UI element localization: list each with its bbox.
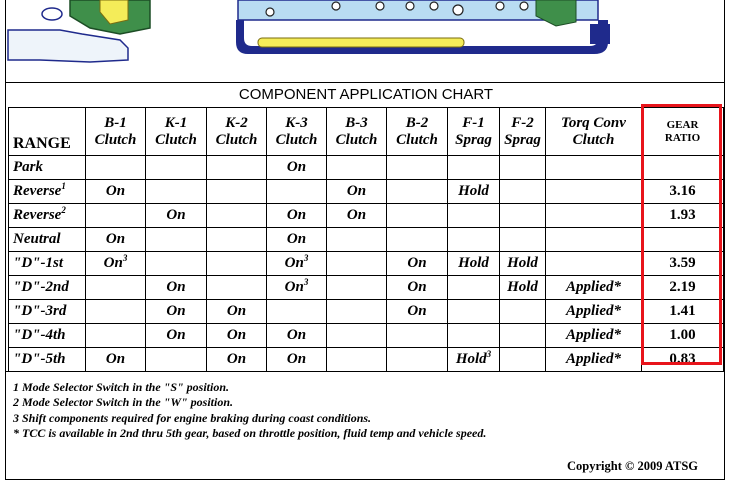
header-range: RANGE — [9, 108, 86, 156]
cell-f2 — [500, 204, 546, 228]
cell-b1: On — [86, 348, 146, 372]
cell-b2: On — [387, 276, 448, 300]
header-k3-clutch: K-3 Clutch — [267, 108, 327, 156]
cell-range: Neutral — [9, 228, 86, 252]
footnote-2: 2 Mode Selector Switch in the "W" position. — [13, 395, 234, 410]
cell-k2 — [207, 252, 267, 276]
cell-range: Reverse$^2$ — [9, 204, 86, 228]
cell-range: "D"-4th — [9, 324, 86, 348]
cell-f2 — [500, 156, 546, 180]
diagram-separator — [5, 82, 725, 83]
cell-b1: On$^3$ — [86, 252, 146, 276]
cell-range: Park — [9, 156, 86, 180]
copyright: Copyright © 2009 ATSG — [567, 459, 698, 473]
footnote-marker: 3 — [486, 349, 492, 359]
frame-left-border — [5, 0, 6, 480]
cell-b2: On — [387, 300, 448, 324]
header-torque-converter-clutch: Torq Conv Clutch — [546, 108, 642, 156]
chart-title: COMPONENT APPLICATION CHART — [238, 86, 494, 103]
cell-k3: On — [267, 324, 327, 348]
cell-range: "D"-1st — [9, 252, 86, 276]
cell-range: "D"-2nd — [9, 276, 86, 300]
footnote-marker: 1 — [61, 181, 66, 191]
cell-f2 — [500, 300, 546, 324]
cell-b2 — [387, 180, 448, 204]
diagram-gear-left — [42, 8, 62, 20]
cell-k3: On$^3$ — [267, 252, 327, 276]
cell-b3 — [327, 252, 387, 276]
header-k1-clutch: K-1 Clutch — [146, 108, 207, 156]
table-row — [9, 228, 724, 252]
cell-f2 — [500, 228, 546, 252]
diagram-valve-green — [536, 0, 576, 26]
cell-f1 — [448, 324, 500, 348]
cell-k3: On$^3$ — [267, 276, 327, 300]
table-row — [9, 156, 724, 180]
cell-tcc — [546, 204, 642, 228]
cell-k2: On — [207, 300, 267, 324]
cell-f1 — [448, 156, 500, 180]
header-b1-clutch: B-1 Clutch — [86, 108, 146, 156]
cell-k3 — [267, 300, 327, 324]
cell-k2 — [207, 156, 267, 180]
frame-bottom-border — [5, 479, 725, 480]
cell-tcc: Applied* — [546, 348, 642, 372]
cell-b2 — [387, 204, 448, 228]
cell-k3: On — [267, 348, 327, 372]
cell-tcc — [546, 156, 642, 180]
cell-f2 — [500, 348, 546, 372]
cell-b2: On — [387, 252, 448, 276]
cell-k1 — [146, 228, 207, 252]
cell-f1: Hold$^3$ — [448, 348, 500, 372]
cell-gear-ratio — [642, 228, 724, 252]
cell-f1 — [448, 204, 500, 228]
diagram-housing-left — [8, 30, 128, 62]
cell-tcc: Applied* — [546, 276, 642, 300]
cell-f1 — [448, 228, 500, 252]
cell-b3 — [327, 156, 387, 180]
notes-separator — [5, 371, 725, 372]
table-row — [9, 252, 724, 276]
header-f1-sprag: F-1 Sprag — [448, 108, 500, 156]
cell-k3: On — [267, 156, 327, 180]
cell-b1: On — [86, 228, 146, 252]
footnotes — [13, 380, 713, 441]
cell-b3: On — [327, 180, 387, 204]
cell-k2 — [207, 204, 267, 228]
cell-k3: On — [267, 228, 327, 252]
cell-k2: On — [207, 324, 267, 348]
table-row — [9, 324, 724, 348]
footnote-tcc: * TCC is available in 2nd thru 5th gear, based on throttle position, fluid temp and vehicle speed. — [13, 425, 487, 440]
cell-b3 — [327, 348, 387, 372]
cell-f1 — [448, 276, 500, 300]
cell-k1: On — [146, 324, 207, 348]
cell-b3 — [327, 324, 387, 348]
diagram-oil-pan — [236, 20, 608, 54]
header-f2-sprag: F-2 Sprag — [500, 108, 546, 156]
cell-k2 — [207, 228, 267, 252]
cell-k1 — [146, 180, 207, 204]
cell-k1: On — [146, 300, 207, 324]
footnote-1: 1 Mode Selector Switch in the "S" position. — [13, 380, 230, 394]
diagram-filter — [258, 38, 464, 47]
footnote-3: 3 Shift components required for engine braking during coast conditions. — [13, 410, 372, 425]
table-row — [9, 276, 724, 300]
header-b3-clutch: B-3 Clutch — [327, 108, 387, 156]
cell-k1 — [146, 252, 207, 276]
cell-b2 — [387, 156, 448, 180]
cell-gear-ratio: 2.19 — [642, 276, 724, 300]
cell-k2 — [207, 276, 267, 300]
cell-b3 — [327, 276, 387, 300]
cell-gear-ratio: 0.83 — [642, 348, 724, 372]
frame-right-border — [724, 0, 725, 480]
table-body — [9, 156, 724, 372]
cell-k2: On — [207, 348, 267, 372]
cell-k1 — [146, 156, 207, 180]
cell-k3: On — [267, 204, 327, 228]
cell-f1: Hold — [448, 252, 500, 276]
footnote-marker: 3 — [303, 277, 309, 287]
cell-gear-ratio: 1.41 — [642, 300, 724, 324]
cell-gear-ratio — [642, 156, 724, 180]
cell-gear-ratio: 1.00 — [642, 324, 724, 348]
footnote-marker: 3 — [303, 253, 309, 263]
cell-gear-ratio: 3.59 — [642, 252, 724, 276]
footnote-marker: 2 — [61, 205, 66, 215]
cell-b1 — [86, 204, 146, 228]
diagram-pan-block-right — [590, 24, 610, 44]
table-row — [9, 300, 724, 324]
cell-k1 — [146, 348, 207, 372]
cell-b2 — [387, 324, 448, 348]
cell-range: "D"-3rd — [9, 300, 86, 324]
cell-b1: On — [86, 180, 146, 204]
cell-tcc: Applied* — [546, 300, 642, 324]
cell-k1: On — [146, 276, 207, 300]
cell-tcc — [546, 252, 642, 276]
cell-b1 — [86, 324, 146, 348]
cell-b3 — [327, 228, 387, 252]
cell-b1 — [86, 276, 146, 300]
cell-b1 — [86, 156, 146, 180]
table-row — [9, 180, 724, 204]
cell-b2 — [387, 228, 448, 252]
cell-tcc — [546, 180, 642, 204]
header-gear-ratio: GEAR RATIO — [642, 108, 724, 156]
transmission-diagram — [0, 0, 732, 82]
cell-k1: On — [146, 204, 207, 228]
cell-gear-ratio: 1.93 — [642, 204, 724, 228]
header-b2-clutch: B-2 Clutch — [387, 108, 448, 156]
cell-f2: Hold — [500, 276, 546, 300]
cell-b3 — [327, 300, 387, 324]
cell-f1 — [448, 300, 500, 324]
cell-f2 — [500, 324, 546, 348]
cell-b2 — [387, 348, 448, 372]
cell-tcc — [546, 228, 642, 252]
cell-range: Reverse$^1$ — [9, 180, 86, 204]
cell-tcc: Applied* — [546, 324, 642, 348]
cell-f2: Hold — [500, 252, 546, 276]
cell-f1: Hold — [448, 180, 500, 204]
table-row — [9, 204, 724, 228]
cell-b1 — [86, 300, 146, 324]
cell-k3 — [267, 180, 327, 204]
cell-k2 — [207, 180, 267, 204]
table-header-row — [9, 108, 724, 156]
cell-f2 — [500, 180, 546, 204]
cell-gear-ratio: 3.16 — [642, 180, 724, 204]
footnote-marker: 3 — [122, 253, 128, 263]
table-row — [9, 348, 724, 372]
cell-b3: On — [327, 204, 387, 228]
component-application-table — [8, 107, 724, 372]
cell-range: "D"-5th — [9, 348, 86, 372]
header-k2-clutch: K-2 Clutch — [207, 108, 267, 156]
